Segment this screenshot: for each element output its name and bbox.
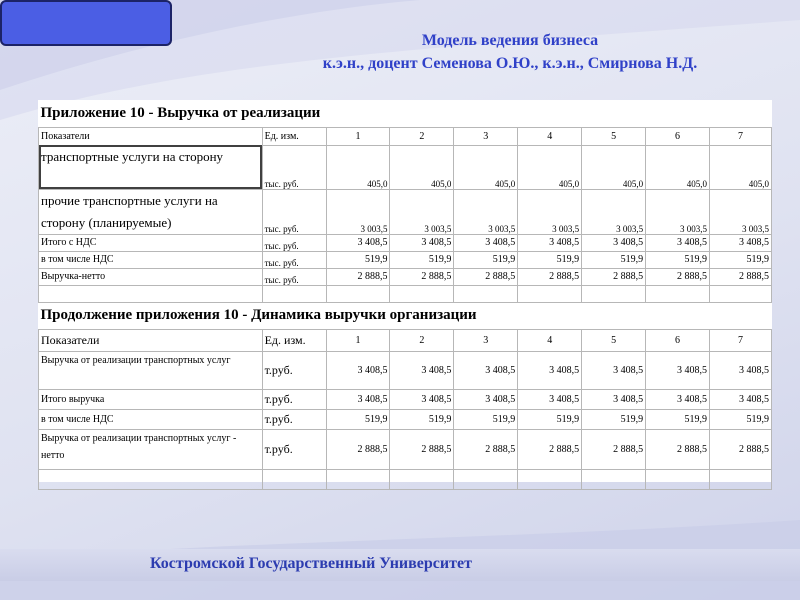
cell-value: 519,9 (454, 409, 518, 429)
row-label: Выручка от реализации транспортных услуг (39, 351, 263, 389)
cell-value: 3 003,5 (646, 189, 710, 234)
cell-value: 3 003,5 (518, 189, 582, 234)
row-label: Выручка от реализации транспортных услуг - нетто (39, 429, 263, 469)
table-row (39, 409, 772, 429)
table1-header: Показатели (39, 127, 263, 145)
table-row (39, 389, 772, 409)
row-label: в том числе НДС (39, 409, 263, 429)
table-row (39, 351, 772, 389)
cell-value: 3 408,5 (390, 351, 454, 389)
cell-value: 519,9 (518, 409, 582, 429)
table-row (39, 251, 772, 268)
cell-value: 3 003,5 (454, 189, 518, 234)
table1-header-row (39, 127, 772, 145)
row-unit: т.руб. (262, 351, 326, 389)
table1-header: 2 (390, 127, 454, 145)
cell-value: 3 408,5 (646, 389, 710, 409)
cell-value: 2 888,5 (454, 268, 518, 285)
table1-header: 7 (709, 127, 771, 145)
cell-value: 3 003,5 (582, 189, 646, 234)
cell-value: 2 888,5 (454, 429, 518, 469)
table2-header: Показатели (39, 329, 263, 351)
row-label: Итого выручка (39, 389, 263, 409)
cell-value: 3 408,5 (326, 234, 390, 251)
cell-value: 3 408,5 (390, 389, 454, 409)
cell-value: 3 408,5 (454, 389, 518, 409)
university-name: Костромской Государственный Университет (150, 555, 472, 572)
cell-value: 519,9 (646, 409, 710, 429)
table1-header: 1 (326, 127, 390, 145)
empty-row (39, 469, 772, 489)
cell-value: 2 888,5 (582, 429, 646, 469)
slide-title: Модель ведения бизнеса (421, 32, 599, 49)
cell-value: 405,0 (646, 145, 710, 189)
spreadsheet-area (38, 100, 772, 482)
table-row (39, 429, 772, 469)
cell-value: 3 003,5 (709, 189, 771, 234)
cell-value: 3 408,5 (326, 389, 390, 409)
row-label: прочие транспортные услуги на сторону (планируемые) (39, 189, 263, 234)
cell-value: 2 888,5 (582, 268, 646, 285)
cell-value: 2 888,5 (390, 268, 454, 285)
cell-value: 519,9 (326, 409, 390, 429)
cell-value: 3 408,5 (646, 234, 710, 251)
table2-header: 6 (646, 329, 710, 351)
cell-value: 3 003,5 (390, 189, 454, 234)
cell-value: 3 408,5 (582, 351, 646, 389)
table-row (39, 145, 772, 189)
table2-header-row (39, 329, 772, 351)
cell-value: 2 888,5 (390, 429, 454, 469)
cell-value: 3 408,5 (582, 389, 646, 409)
table1-header: 4 (518, 127, 582, 145)
cell-value: 405,0 (518, 145, 582, 189)
table1-header: 5 (582, 127, 646, 145)
cell-value: 519,9 (326, 251, 390, 268)
row-label: в том числе НДС (39, 251, 263, 268)
cell-value: 519,9 (390, 251, 454, 268)
cell-value: 2 888,5 (518, 268, 582, 285)
row-unit: тыс. руб. (262, 251, 326, 268)
cell-value: 405,0 (582, 145, 646, 189)
cell-value: 405,0 (709, 145, 771, 189)
cell-value: 3 003,5 (326, 189, 390, 234)
row-label: Выручка-нетто (39, 268, 263, 285)
cell-value: 405,0 (326, 145, 390, 189)
cell-value: 3 408,5 (646, 351, 710, 389)
table2-title: Продолжение приложения 10 - Динамика выручки организации (40, 306, 477, 323)
table2-header: 2 (390, 329, 454, 351)
cell-value: 405,0 (390, 145, 454, 189)
table2-header: Ед. изм. (262, 329, 326, 351)
row-unit: т.руб. (262, 409, 326, 429)
table1-header: Ед. изм. (262, 127, 326, 145)
table2-header: 1 (326, 329, 390, 351)
cell-value: 405,0 (454, 145, 518, 189)
cell-value: 2 888,5 (518, 429, 582, 469)
cell-value: 519,9 (646, 251, 710, 268)
logo-box (0, 0, 172, 46)
cell-value: 519,9 (454, 251, 518, 268)
row-unit: тыс. руб. (262, 268, 326, 285)
table2-header: 7 (709, 329, 771, 351)
table1-header: 3 (454, 127, 518, 145)
row-unit: т.руб. (262, 429, 326, 469)
cell-value: 519,9 (709, 409, 771, 429)
cell-value: 2 888,5 (709, 429, 771, 469)
row-unit: тыс. руб. (262, 189, 326, 234)
cell-value: 3 408,5 (390, 234, 454, 251)
table-row (39, 189, 772, 234)
row-label[interactable]: транспортные услуги на сторону (39, 145, 263, 189)
revenue-dynamics-table (38, 302, 772, 490)
row-unit: т.руб. (262, 389, 326, 409)
empty-row (39, 285, 772, 302)
cell-value: 519,9 (582, 251, 646, 268)
cell-value: 2 888,5 (646, 268, 710, 285)
cell-value: 3 408,5 (518, 351, 582, 389)
table1-title: Приложение 10 - Выручка от реализации (40, 104, 321, 121)
cell-value: 3 408,5 (454, 351, 518, 389)
table2-header: 4 (518, 329, 582, 351)
cell-value: 519,9 (390, 409, 454, 429)
cell-value: 519,9 (518, 251, 582, 268)
cell-value: 3 408,5 (518, 234, 582, 251)
table2-header: 3 (454, 329, 518, 351)
cell-value: 519,9 (582, 409, 646, 429)
cell-value: 3 408,5 (326, 351, 390, 389)
cell-value: 519,9 (709, 251, 771, 268)
cell-value: 2 888,5 (646, 429, 710, 469)
cell-value: 3 408,5 (709, 234, 771, 251)
cell-value: 2 888,5 (326, 429, 390, 469)
cell-value: 3 408,5 (454, 234, 518, 251)
cell-value: 3 408,5 (709, 351, 771, 389)
table2-header: 5 (582, 329, 646, 351)
revenue-table (38, 100, 772, 303)
row-unit: тыс. руб. (262, 145, 326, 189)
table-row (39, 234, 772, 251)
row-unit: тыс. руб. (262, 234, 326, 251)
slide-authors: к.э.н., доцент Семенова О.Ю., к.э.н., Смирнова Н.Д. (322, 55, 698, 72)
table-row (39, 268, 772, 285)
row-label: Итого с НДС (39, 234, 263, 251)
cell-value: 2 888,5 (326, 268, 390, 285)
cell-value: 2 888,5 (709, 268, 771, 285)
cell-value: 3 408,5 (709, 389, 771, 409)
cell-value: 3 408,5 (518, 389, 582, 409)
cell-value: 3 408,5 (582, 234, 646, 251)
table1-header: 6 (646, 127, 710, 145)
